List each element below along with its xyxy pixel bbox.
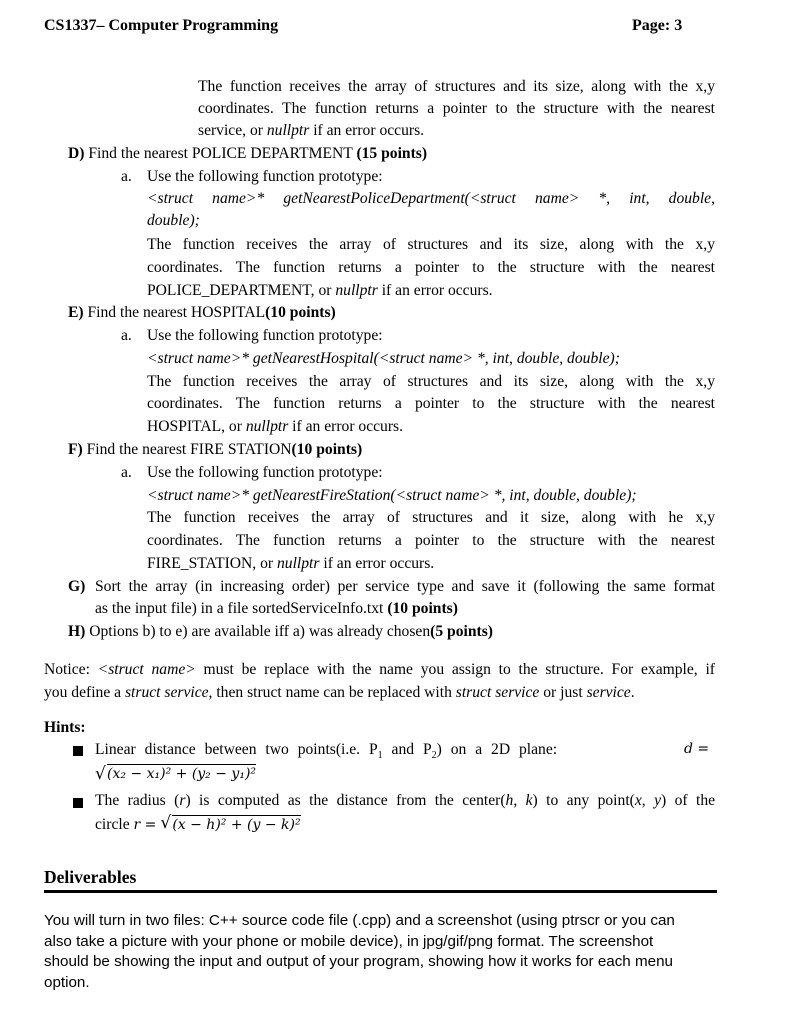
- section-d-item-a: a.: [121, 168, 132, 185]
- section-g-line-2: as the input file) in a file sortedServiceInfo.txt (10 points): [95, 600, 458, 617]
- deliverables-line-1: You will turn in two files: C++ source code file (.cpp) and a screenshot (using ptrscr or you can: [44, 912, 675, 929]
- section-g-line-1: Sort the array (in increasing order) per service type and save it (following the same format: [95, 578, 715, 595]
- bullet-square-icon: [73, 746, 83, 756]
- section-e-item-a: a.: [121, 327, 132, 344]
- section-g-letter: G): [68, 578, 86, 595]
- section-e-desc-1: The function receives the array of structures and its size, along with the x,y: [147, 373, 715, 390]
- section-e-prototype: <struct name>* getNearestHospital(<struct name> *, int, double, double);: [147, 350, 620, 367]
- section-f-use: Use the following function prototype:: [147, 464, 383, 481]
- hint-1-d-equals: d =: [684, 741, 710, 757]
- deliverables-divider: [44, 890, 717, 893]
- deliverables-line-4: option.: [44, 974, 90, 991]
- hint-1-text: Linear distance between two points(i.e. $P_1$ and $P_2$) on a 2D plane:: [95, 741, 558, 762]
- deliverables-line-2: also take a picture with your phone or mobile device), in jpg/gif/png format. The screenshot: [44, 933, 654, 950]
- section-e-use: Use the following function prototype:: [147, 327, 383, 344]
- section-d-use: Use the following function prototype:: [147, 168, 383, 185]
- section-e-desc-3: HOSPITAL, or nullptr if an error occurs.: [147, 418, 404, 435]
- bullet-square-icon: [73, 798, 83, 808]
- section-f-item-a: a.: [121, 464, 132, 481]
- hint-2-line-1: The radius (r) is computed as the distance from the center(h, k) to any point(x, y) of the: [95, 792, 716, 809]
- section-d-desc-1: The function receives the array of structures and its size, along with the x,y: [147, 236, 715, 253]
- section-f-prototype: <struct name>* getNearestFireStation(<struct name> *, int, double, double);: [147, 487, 637, 504]
- notice-line-2: you define a struct service, then struct name can be replaced with struct service or just service.: [44, 684, 635, 701]
- hint-1-formula: √ (x₂ − x₁)² + (y₂ − y₁)²: [95, 764, 257, 784]
- section-d-desc-3: POLICE_DEPARTMENT, or nullptr if an error occurs.: [147, 282, 493, 299]
- section-f-desc-1: The function receives the array of structures and it size, along with he x,y: [147, 509, 715, 526]
- section-f-heading: F) Find the nearest FIRE STATION(10 points): [68, 441, 363, 458]
- intro-line-1: The function receives the array of structures and its size, along with the x,y: [198, 78, 715, 95]
- section-d-prototype-2: double);: [147, 212, 200, 229]
- section-d-heading: D) Find the nearest POLICE DEPARTMENT (15 points): [68, 145, 428, 162]
- section-h: H) Options b) to e) are available iff a) was already chosen(5 points): [68, 623, 493, 640]
- hint-2-line-2: circle r = √ (x − h)² + (y − k)²: [95, 813, 301, 833]
- notice-line-1: Notice: <struct name> must be replace with the name you assign to the structure. For example, if: [44, 661, 715, 678]
- section-d-prototype-1: <struct name>* getNearestPoliceDepartment(<struct name> *, int, double,: [147, 190, 715, 207]
- deliverables-title: Deliverables: [44, 867, 137, 887]
- intro-line-3: service, or nullptr if an error occurs.: [198, 122, 425, 139]
- deliverables-line-3: should be showing the input and output of your program, showing how it works for each menu: [44, 953, 673, 970]
- intro-line-2: coordinates. The function returns a pointer to the structure with the nearest: [198, 100, 715, 117]
- section-f-desc-3: FIRE_STATION, or nullptr if an error occurs.: [147, 555, 435, 572]
- hints-label: Hints:: [44, 719, 86, 736]
- course-title: CS1337– Computer Programming: [44, 17, 279, 34]
- section-d-desc-2: coordinates. The function returns a pointer to the structure with the nearest: [147, 259, 715, 276]
- section-f-desc-2: coordinates. The function returns a pointer to the structure with the nearest: [147, 532, 715, 549]
- page-number: Page: 3: [632, 17, 683, 34]
- section-e-heading: E) Find the nearest HOSPITAL(10 points): [68, 304, 336, 321]
- section-e-desc-2: coordinates. The function returns a pointer to the structure with the nearest: [147, 395, 715, 412]
